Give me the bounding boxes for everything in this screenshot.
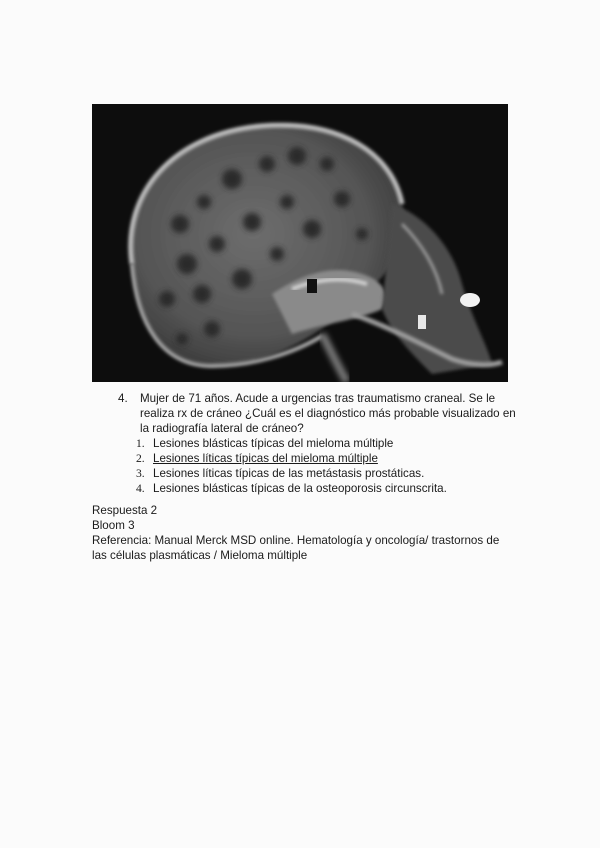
option-2 <box>136 451 518 466</box>
option-text: Lesiones líticas típicas de las metástasis prostáticas. <box>153 467 425 480</box>
option-number: 2. <box>136 452 145 465</box>
answer-label: Respuesta 2 <box>92 504 158 517</box>
option-text-correct: Lesiones líticas típicas del mieloma múltiple <box>153 452 378 465</box>
skull-xray-image <box>92 104 508 382</box>
option-number: 3. <box>136 467 145 480</box>
answer-block <box>92 503 512 563</box>
option-number: 1. <box>136 437 145 450</box>
question-block <box>118 391 518 496</box>
question-number: 4. <box>118 392 128 405</box>
question-text: Mujer de 71 años. Acude a urgencias tras traumatismo craneal. Se le realiza rx de cráneo ¿Cuál es el diagnóstico más probable visualizado en la radiografía lateral de cráneo? <box>140 392 516 435</box>
reference-text: Referencia: Manual Merck MSD online. Hematología y oncología/ trastornos de las células plasmáticas / Mieloma múltiple <box>92 534 500 562</box>
option-1 <box>136 436 518 451</box>
option-3 <box>136 466 518 481</box>
question-stem <box>118 391 518 436</box>
answer-options <box>118 436 518 496</box>
option-4 <box>136 481 518 496</box>
bloom-level: Bloom 3 <box>92 519 135 532</box>
option-text: Lesiones blásticas típicas de la osteoporosis circunscrita. <box>153 482 447 495</box>
skull-xray-icon <box>92 104 508 382</box>
option-text: Lesiones blásticas típicas del mieloma múltiple <box>153 437 394 450</box>
option-number: 4. <box>136 482 145 495</box>
